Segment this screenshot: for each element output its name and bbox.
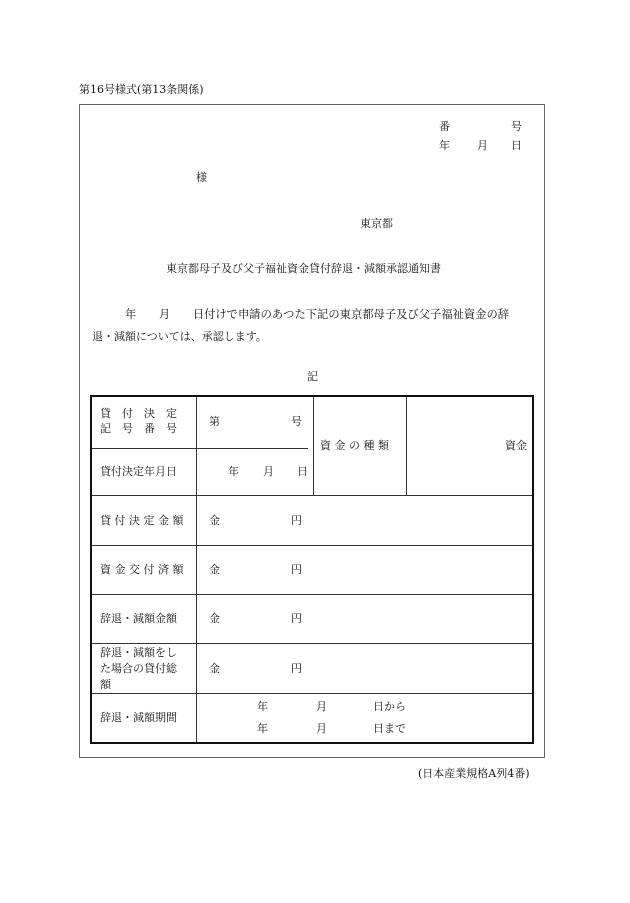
- issuer: 東京都: [360, 217, 393, 230]
- period-until-day: 日まで: [373, 722, 406, 735]
- header-year: 年: [439, 139, 450, 152]
- footer-note: (日本産業規格A列4番): [418, 767, 530, 780]
- decision-day: 日: [297, 465, 308, 478]
- number-suffix: 号: [511, 120, 522, 133]
- body-line-1: 年 月 日付けで申請のあつた下記の東京都母子及び父子福祉資金の辞: [125, 308, 510, 321]
- row-divider: [92, 693, 532, 694]
- kin-label: 金: [209, 662, 220, 675]
- row-divider: [92, 643, 532, 644]
- total-after-label-2: た場合の貸付総: [100, 662, 177, 675]
- yen-label: 円: [291, 612, 302, 625]
- fund-suffix: 資金: [505, 439, 527, 452]
- yen-label: 円: [291, 514, 302, 527]
- period-until-year: 年: [257, 722, 268, 735]
- row-divider: [92, 594, 532, 595]
- period-from-day: 日から: [373, 700, 406, 713]
- total-after-label-3: 額: [100, 678, 111, 691]
- loan-decision-date-label: 貸付決定年月日: [100, 465, 177, 478]
- decline-period-label: 辞退・減額期間: [100, 711, 177, 724]
- yen-label: 円: [291, 563, 302, 576]
- go-label: 号: [291, 415, 302, 428]
- kin-label: 金: [209, 612, 220, 625]
- period-from-year: 年: [257, 700, 268, 713]
- row-divider: [92, 495, 532, 496]
- addressee-suffix: 様: [196, 171, 207, 184]
- col-divider: [196, 397, 197, 742]
- col-divider: [406, 397, 407, 495]
- fund-delivered-label: 資 金 交 付 済 額: [100, 563, 184, 576]
- details-table: [90, 395, 534, 744]
- yen-label: 円: [291, 662, 302, 675]
- decline-amount-label: 辞退・減額金額: [100, 612, 177, 625]
- period-from-month: 月: [316, 700, 327, 713]
- loan-decision-amount-label: 貸 付 決 定 金 額: [100, 514, 184, 527]
- col-divider: [313, 397, 314, 495]
- kin-label: 金: [209, 514, 220, 527]
- number-label: 番: [439, 120, 450, 133]
- kin-label: 金: [209, 563, 220, 576]
- loan-decision-number-label-2: 記 号 番 号: [100, 422, 177, 435]
- decision-month: 月: [263, 465, 274, 478]
- loan-decision-number-label-1: 貸 付 決 定: [100, 407, 177, 420]
- body-line-2: 退・減額については、承認します。: [92, 330, 267, 343]
- row-divider: [92, 448, 308, 449]
- header-day: 日: [511, 139, 522, 152]
- document-title: 東京都母子及び父子福祉資金貸付辞退・減額承認通知書: [166, 262, 441, 275]
- dai-label: 第: [209, 415, 220, 428]
- header-month: 月: [477, 139, 488, 152]
- total-after-label-1: 辞退・減額をし: [100, 646, 177, 659]
- fund-type-label: 資 金 の 種 類: [320, 439, 389, 452]
- row-divider: [92, 545, 532, 546]
- period-until-month: 月: [316, 722, 327, 735]
- ki-label: 記: [307, 370, 318, 383]
- decision-year: 年: [228, 465, 239, 478]
- form-number: 第16号様式(第13条関係): [79, 83, 204, 96]
